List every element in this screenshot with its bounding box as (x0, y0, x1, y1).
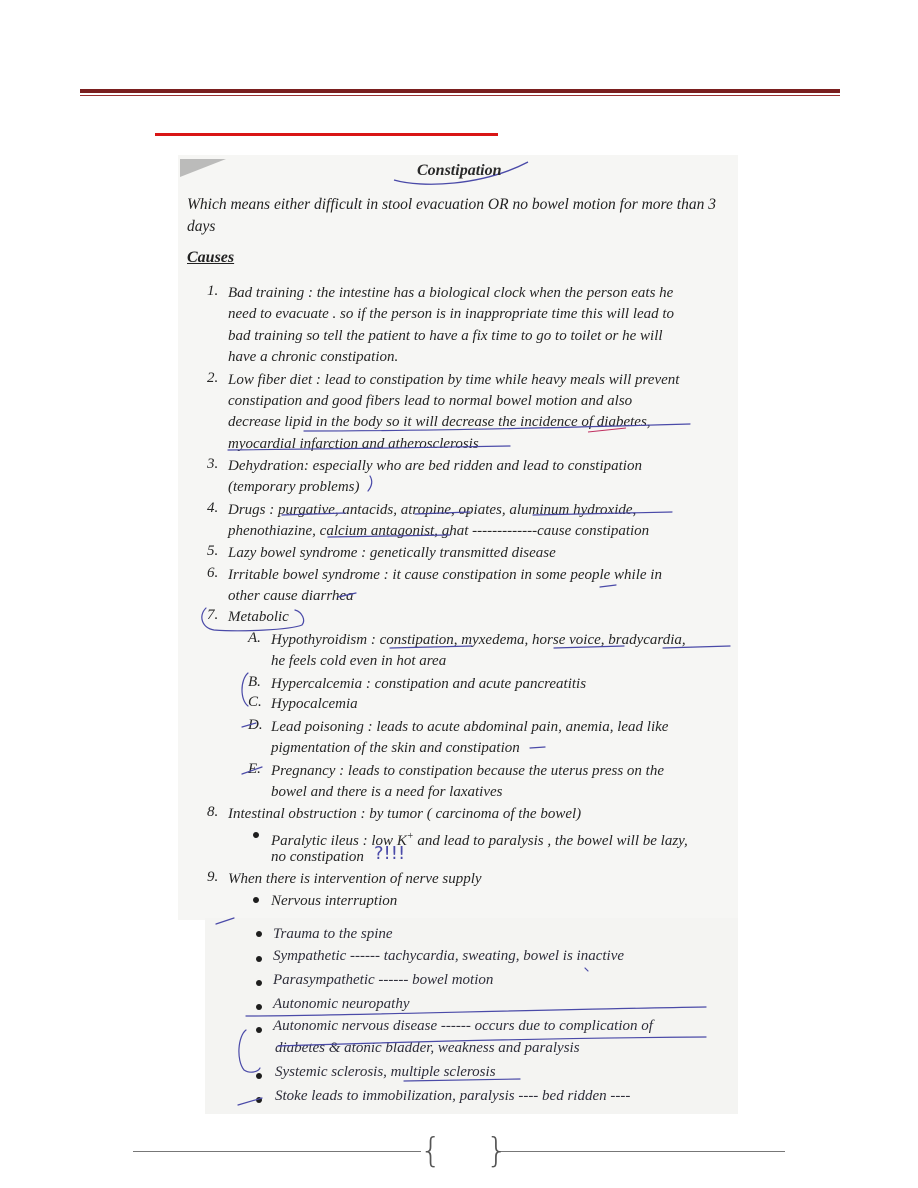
item-number: 8. (207, 804, 219, 820)
item-line: other cause diarrhea (228, 588, 354, 604)
header-rule (80, 89, 840, 96)
sub-item-line: bowel and there is a need for laxatives (271, 784, 503, 800)
nerve-bullet-line: Autonomic nervous disease ------ occurs due to complication of (273, 1018, 653, 1034)
nerve-bullet-line: Nervous interruption (271, 893, 398, 909)
item-number: 4. (207, 500, 219, 516)
nerve-bullet-line: Systemic sclerosis, multiple sclerosis (275, 1064, 496, 1080)
bullet-dot (256, 1097, 262, 1103)
nerve-bullet-line: Parasympathetic ------ bowel motion (273, 972, 494, 988)
nerve-bullet-line: diabetes & atonic bladder, weakness and paralysis (275, 1040, 580, 1056)
item-line: Drugs : purgative, antacids, atropine, opiates, aluminum hydroxide, (228, 502, 637, 518)
nerve-bullet-line: Sympathetic ------ tachycardia, sweating, bowel is inactive (273, 948, 625, 964)
item-number: 7. (207, 607, 219, 623)
item-line: Metabolic (228, 609, 289, 625)
item-line: constipation and good fibers lead to normal bowel motion and also (228, 393, 633, 409)
paralytic-ileus-line: Paralytic ileus : low K+ and lead to paralysis , the bowel will be lazy, (271, 831, 688, 849)
footer-rule-left (133, 1151, 421, 1152)
item-number: 9. (207, 869, 219, 885)
item-number: 3. (207, 456, 219, 472)
scan-corner-mark (180, 157, 230, 179)
sub-item-line: pigmentation of the skin and constipation (271, 740, 520, 756)
paralytic-ileus-line-2: no constipation (271, 849, 364, 865)
sub-item-letter: A. (248, 630, 261, 646)
item-line: Dehydration: especially who are bed ridden and lead to constipation (228, 458, 642, 474)
footer-right-bracket: } (486, 1131, 508, 1171)
bullet-dot (256, 956, 262, 962)
causes-heading: Causes (187, 249, 235, 266)
nerve-bullet-line: Stoke leads to immobilization, paralysis ---- bed ridden ---- (275, 1088, 631, 1104)
bullet-dot (253, 832, 259, 838)
sub-item-letter: D. (248, 717, 263, 733)
item-line: have a chronic constipation. (228, 349, 399, 365)
item-line: Lazy bowel syndrome : genetically transmitted disease (228, 545, 556, 561)
nerve-bullet-line: Trauma to the spine (273, 926, 393, 942)
bullet-dot (256, 980, 262, 986)
sub-item-line: he feels cold even in hot area (271, 653, 447, 669)
item-line: (temporary problems) (228, 479, 360, 495)
item-line: bad training so tell the patient to have a fix time to go to toilet or he will (228, 328, 663, 344)
item-line: Intestinal obstruction : by tumor ( carcinoma of the bowel) (228, 806, 582, 822)
sub-item-line: Hypercalcemia : constipation and acute pancreatitis (271, 676, 587, 692)
sub-item-letter: E. (248, 761, 261, 777)
bullet-dot (256, 1073, 262, 1079)
nerve-bullet-line: Autonomic neuropathy (273, 996, 410, 1012)
sub-item-line: Hypothyroidism : constipation, myxedema, horse voice, bradycardia, (271, 632, 686, 648)
bullet-dot (256, 1004, 262, 1010)
item-line: need to evacuate . so if the person is in inappropriate time this will lead to (228, 306, 675, 322)
item-line: Low fiber diet : lead to constipation by time while heavy meals will prevent (228, 372, 680, 388)
red-accent-line (155, 133, 498, 136)
footer-rule-right (497, 1151, 785, 1152)
item-number: 2. (207, 370, 219, 386)
item-line: Irritable bowel syndrome : it cause constipation in some people while in (228, 567, 662, 583)
bullet-dot (253, 897, 259, 903)
page-title: Constipation (417, 162, 502, 179)
item-number: 6. (207, 565, 219, 581)
sub-item-letter: B. (248, 674, 261, 690)
sub-item-letter: C. (248, 694, 262, 710)
sub-item-line: Pregnancy : leads to constipation because the uterus press on the (271, 763, 664, 779)
item-line: decrease lipid in the body so it will decrease the incidence of diabetes, (228, 414, 651, 430)
item-line: Bad training : the intestine has a biological clock when the person eats he (228, 285, 674, 301)
item-line: myocardial infarction and atherosclerosis (228, 436, 479, 452)
sub-item-line: Lead poisoning : leads to acute abdominal pain, anemia, lead like (271, 719, 669, 735)
item-number: 1. (207, 283, 219, 299)
bullet-dot (256, 1027, 262, 1033)
intro-text: Which means either difficult in stool evacuation OR no bowel motion for more than 3 days (187, 196, 716, 235)
sub-item-line: Hypocalcemia (271, 696, 358, 712)
item-line: When there is intervention of nerve supply (228, 871, 482, 887)
item-line: phenothiazine, calcium antagonist, ghat -------------cause constipation (228, 523, 650, 539)
bullet-dot (256, 931, 262, 937)
footer-left-bracket: { (420, 1131, 442, 1171)
item-number: 5. (207, 543, 219, 559)
handwritten-question-mark: ?!!! (374, 843, 406, 864)
